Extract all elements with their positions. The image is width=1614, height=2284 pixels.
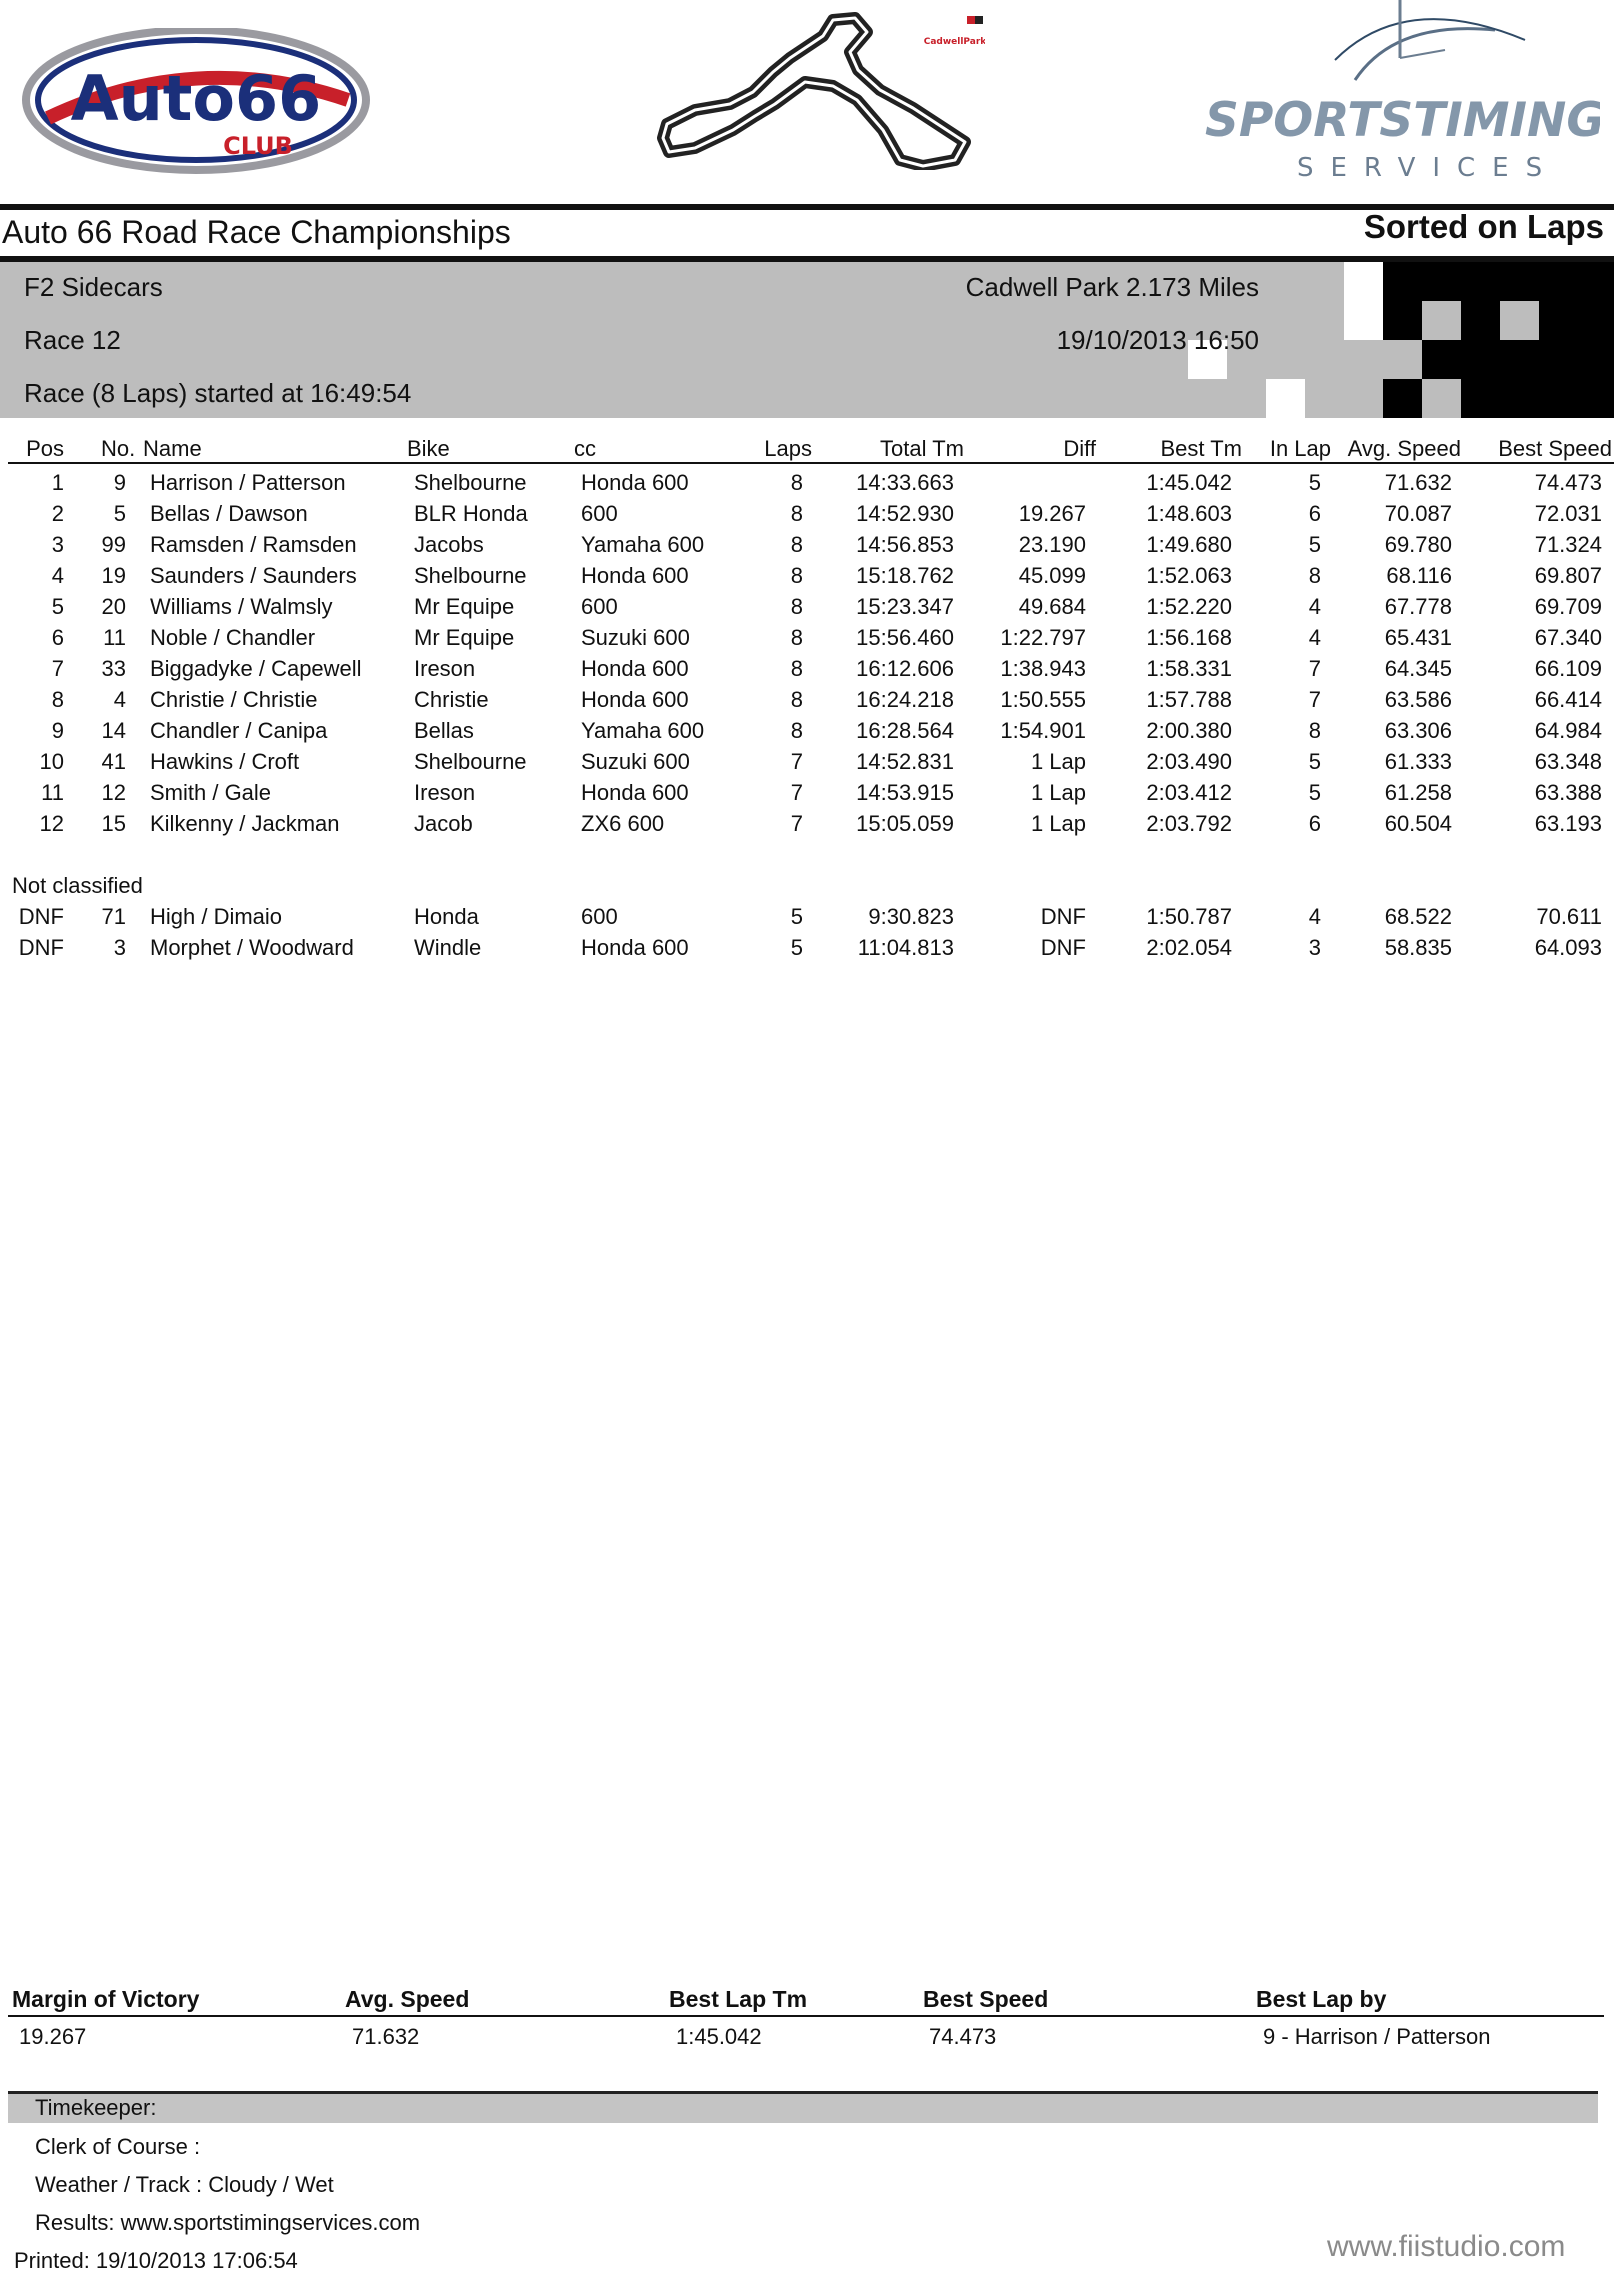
cell-best-speed: 64.093: [1534, 935, 1602, 960]
cell-in-lap: 4: [1308, 594, 1321, 619]
cell-avg-speed: 61.258: [1384, 780, 1452, 805]
cell-diff: 19.267: [1018, 501, 1086, 526]
cell-riders: Williams / Walmsly: [150, 594, 333, 619]
race-venue: Cadwell Park 2.173 Miles: [965, 272, 1259, 302]
summary-avg-speed: 71.632: [352, 2024, 420, 2049]
weather-track: Weather / Track : Cloudy / Wet: [35, 2172, 334, 2197]
cell-in-lap: 7: [1308, 656, 1321, 681]
cell-number: 20: [101, 594, 126, 619]
cell-total-time: 14:52.831: [856, 749, 954, 774]
cell-bike: Bellas: [414, 718, 474, 743]
cell-diff: DNF: [1040, 935, 1086, 960]
cell-pos: 8: [51, 687, 64, 712]
cell-cc: 600: [581, 501, 618, 526]
cell-best-speed: 69.807: [1534, 563, 1602, 588]
cell-total-time: 15:18.762: [856, 563, 954, 588]
col-header-name: Name: [143, 436, 202, 461]
cell-total-time: 14:33.663: [856, 470, 954, 495]
col-header-avg-speed: Avg. Speed: [1347, 436, 1461, 461]
cell-bike: Mr Equipe: [414, 625, 515, 650]
cell-in-lap: 8: [1308, 718, 1321, 743]
cell-pos: 9: [51, 718, 64, 743]
svg-text:Auto66: Auto66: [70, 62, 322, 135]
cell-pos: 2: [51, 501, 64, 526]
cell-avg-speed: 67.778: [1384, 594, 1452, 619]
col-header-best-speed: Best Speed: [1498, 436, 1612, 461]
cell-diff: 1 Lap: [1030, 749, 1086, 774]
cell-best-time: 1:52.063: [1146, 563, 1232, 588]
table-row: [0, 718, 1614, 749]
cell-bike: Windle: [414, 935, 482, 960]
watermark: www.fiistudio.com: [1327, 2230, 1566, 2263]
summary-best-lap: 1:45.042: [676, 2024, 762, 2049]
cell-laps: 8: [790, 625, 803, 650]
cell-number: 99: [101, 532, 126, 557]
cell-total-time: 14:53.915: [856, 780, 954, 805]
col-header-cc: cc: [574, 436, 596, 461]
cell-laps: 8: [790, 501, 803, 526]
table-row: [0, 687, 1614, 718]
cell-best-speed: 71.324: [1534, 532, 1602, 557]
cell-bike: BLR Honda: [414, 501, 528, 526]
cell-best-time: 1:52.220: [1146, 594, 1232, 619]
table-row: [0, 470, 1614, 501]
cell-riders: Smith / Gale: [150, 780, 272, 805]
cell-total-time: 16:28.564: [856, 718, 954, 743]
timekeeper: Timekeeper:: [35, 2095, 157, 2120]
cell-riders: High / Dimaio: [150, 904, 283, 929]
cell-riders: Noble / Chandler: [150, 625, 316, 650]
cell-cc: Honda 600: [581, 935, 689, 960]
summary-margin: 19.267: [19, 2024, 87, 2049]
summary-header-margin: Margin of Victory: [12, 1986, 200, 2012]
cell-bike: Jacobs: [414, 532, 484, 557]
cell-in-lap: 6: [1308, 811, 1321, 836]
cell-number: 12: [101, 780, 126, 805]
page-title: Auto 66 Road Race Championships: [2, 214, 511, 250]
cell-bike: Jacob: [414, 811, 473, 836]
cell-riders: Morphet / Woodward: [150, 935, 354, 960]
cell-avg-speed: 60.504: [1384, 811, 1452, 836]
cell-avg-speed: 70.087: [1384, 501, 1452, 526]
cell-avg-speed: 61.333: [1384, 749, 1452, 774]
race-datetime: 19/10/2013 16:50: [1056, 325, 1259, 355]
cell-laps: 5: [790, 904, 803, 929]
auto66-club-logo: [18, 28, 378, 188]
cell-total-time: 15:56.460: [856, 625, 954, 650]
table-row: [0, 656, 1614, 687]
table-header-rule: [8, 462, 1614, 464]
cell-best-speed: 74.473: [1534, 470, 1602, 495]
cell-diff: 1:38.943: [1000, 656, 1086, 681]
cell-avg-speed: 68.522: [1384, 904, 1452, 929]
col-header-best-time: Best Tm: [1160, 436, 1242, 461]
cell-best-time: 2:03.792: [1146, 811, 1232, 836]
cell-avg-speed: 64.345: [1384, 656, 1452, 681]
cell-best-speed: 64.984: [1534, 718, 1602, 743]
cell-diff: 1:22.797: [1000, 625, 1086, 650]
cell-diff: 45.099: [1018, 563, 1086, 588]
cell-cc: Honda 600: [581, 563, 689, 588]
race-start: Race (8 Laps) started at 16:49:54: [24, 378, 412, 408]
cell-best-speed: 72.031: [1534, 501, 1602, 526]
cell-laps: 8: [790, 687, 803, 712]
cell-number: 41: [101, 749, 126, 774]
cell-diff: 1:50.555: [1000, 687, 1086, 712]
svg-text:CadwellPark: CadwellPark: [923, 37, 985, 47]
table-row: [0, 563, 1614, 594]
not-classified-label: Not classified: [12, 873, 143, 898]
cell-riders: Christie / Christie: [150, 687, 318, 712]
cell-bike: Shelbourne: [414, 470, 527, 495]
sportstiming-services-logo: [1195, 0, 1600, 190]
cell-best-speed: 63.348: [1534, 749, 1602, 774]
cell-in-lap: 5: [1308, 470, 1321, 495]
col-header-pos: Pos: [26, 436, 64, 461]
results-url: Results: www.sportstimingservices.com: [35, 2210, 421, 2235]
cell-in-lap: 3: [1308, 935, 1321, 960]
cell-in-lap: 4: [1308, 904, 1321, 929]
table-row: [0, 594, 1614, 625]
cell-number: 11: [103, 625, 126, 650]
cell-number: 19: [101, 563, 126, 588]
race-number: Race 12: [24, 325, 121, 355]
table-row: [0, 625, 1614, 656]
cell-laps: 7: [790, 780, 803, 805]
svg-text:CLUB: CLUB: [223, 132, 293, 160]
cell-total-time: 15:23.347: [856, 594, 954, 619]
cell-best-speed: 69.709: [1534, 594, 1602, 619]
cell-avg-speed: 71.632: [1384, 470, 1452, 495]
cell-cc: Suzuki 600: [581, 749, 690, 774]
cell-avg-speed: 63.306: [1384, 718, 1452, 743]
cell-best-time: 2:03.412: [1146, 780, 1232, 805]
col-header-no: No.: [101, 436, 136, 461]
printed-timestamp: Printed: 19/10/2013 17:06:54: [14, 2248, 298, 2273]
clerk-of-course: Clerk of Course :: [35, 2134, 201, 2159]
cell-riders: Biggadyke / Capewell: [150, 656, 362, 681]
cell-in-lap: 5: [1308, 780, 1321, 805]
cell-diff: 49.684: [1018, 594, 1086, 619]
cell-avg-speed: 65.431: [1384, 625, 1452, 650]
cell-laps: 5: [790, 935, 803, 960]
summary-header-best-lap: Best Lap Tm: [669, 1986, 808, 2012]
cell-riders: Kilkenny / Jackman: [150, 811, 340, 836]
cell-number: 4: [113, 687, 126, 712]
cell-bike: Ireson: [414, 656, 476, 681]
cell-best-time: 1:45.042: [1146, 470, 1232, 495]
cell-pos: 4: [51, 563, 64, 588]
col-header-in-lap: In Lap: [1269, 436, 1331, 461]
cell-cc: Honda 600: [581, 687, 689, 712]
cell-number: 5: [113, 501, 126, 526]
cell-best-speed: 67.340: [1534, 625, 1602, 650]
cell-laps: 8: [790, 563, 803, 588]
cell-cc: 600: [581, 904, 618, 929]
cell-cc: Honda 600: [581, 780, 689, 805]
cell-diff: 1:54.901: [1000, 718, 1086, 743]
summary-best-speed: 74.473: [929, 2024, 997, 2049]
cell-diff: 1 Lap: [1030, 811, 1086, 836]
cell-total-time: 14:52.930: [856, 501, 954, 526]
cell-number: 9: [113, 470, 126, 495]
cell-pos: 7: [51, 656, 64, 681]
cell-total-time: 9:30.823: [868, 904, 954, 929]
cell-laps: 8: [790, 656, 803, 681]
table-row: [0, 904, 1614, 935]
cell-laps: 8: [790, 718, 803, 743]
cell-pos: 10: [39, 749, 64, 774]
cell-avg-speed: 58.835: [1384, 935, 1452, 960]
cell-cc: Suzuki 600: [581, 625, 690, 650]
col-header-total-time: Total Tm: [880, 436, 964, 461]
svg-text:SERVICES: SERVICES: [1297, 153, 1560, 183]
race-class: F2 Sidecars: [24, 272, 163, 302]
col-header-diff: Diff: [1063, 436, 1096, 461]
footer-band: [8, 2091, 1598, 2123]
cell-in-lap: 8: [1308, 563, 1321, 588]
cell-cc: Yamaha 600: [581, 532, 705, 557]
cell-in-lap: 7: [1308, 687, 1321, 712]
cell-best-speed: 63.388: [1534, 780, 1602, 805]
table-row: [0, 501, 1614, 532]
cell-riders: Hawkins / Croft: [150, 749, 300, 774]
cell-best-time: 1:58.331: [1146, 656, 1232, 681]
cell-bike: Ireson: [414, 780, 476, 805]
col-header-bike: Bike: [407, 436, 450, 461]
summary-header-avg-speed: Avg. Speed: [345, 1986, 470, 2012]
cell-diff: 23.190: [1018, 532, 1086, 557]
cell-avg-speed: 69.780: [1384, 532, 1452, 557]
table-row: [0, 749, 1614, 780]
cell-cc: Yamaha 600: [581, 718, 705, 743]
table-row: [0, 935, 1614, 966]
cell-riders: Saunders / Saunders: [150, 563, 357, 588]
cell-laps: 7: [790, 811, 803, 836]
cell-pos: 5: [51, 594, 64, 619]
cell-cc: 600: [581, 594, 618, 619]
cell-cc: Honda 600: [581, 470, 689, 495]
cell-number: 15: [101, 811, 126, 836]
table-row: [0, 532, 1614, 563]
summary-best-lap-by: 9 - Harrison / Patterson: [1263, 2024, 1491, 2049]
cell-in-lap: 4: [1308, 625, 1321, 650]
cell-best-time: 1:56.168: [1146, 625, 1232, 650]
cell-bike: Shelbourne: [414, 749, 527, 774]
cell-number: 71: [101, 904, 126, 929]
cell-avg-speed: 68.116: [1386, 563, 1452, 588]
cell-best-speed: 63.193: [1534, 811, 1602, 836]
cell-riders: Ramsden / Ramsden: [150, 532, 357, 557]
cell-pos: 12: [39, 811, 64, 836]
cell-riders: Harrison / Patterson: [150, 470, 346, 495]
cadwell-park-track-logo: [655, 10, 985, 170]
cell-best-time: 1:48.603: [1146, 501, 1232, 526]
cell-total-time: 11:04.813: [857, 935, 954, 960]
cell-total-time: 14:56.853: [856, 532, 954, 557]
cell-cc: Honda 600: [581, 656, 689, 681]
cell-number: 3: [113, 935, 126, 960]
cell-number: 14: [101, 718, 126, 743]
summary-rule: [8, 2015, 1604, 2017]
cell-best-speed: 70.611: [1536, 904, 1602, 929]
summary-header-best-lap-by: Best Lap by: [1256, 1986, 1387, 2012]
cell-best-time: 1:49.680: [1146, 532, 1232, 557]
cell-in-lap: 5: [1308, 532, 1321, 557]
cell-pos: DNF: [18, 904, 64, 929]
cell-laps: 8: [790, 594, 803, 619]
cell-bike: Honda: [414, 904, 479, 929]
cell-bike: Shelbourne: [414, 563, 527, 588]
cell-total-time: 16:12.606: [856, 656, 954, 681]
cell-number: 33: [101, 656, 126, 681]
cell-cc: ZX6 600: [581, 811, 665, 836]
svg-text:SPORTSTIMING: SPORTSTIMING: [1205, 93, 1600, 148]
cell-pos: 3: [51, 532, 64, 557]
cell-pos: 1: [51, 470, 64, 495]
summary-header-best-speed: Best Speed: [923, 1986, 1049, 2012]
cell-laps: 8: [790, 532, 803, 557]
cell-bike: Mr Equipe: [414, 594, 515, 619]
cell-best-time: 2:00.380: [1146, 718, 1232, 743]
cell-bike: Christie: [414, 687, 489, 712]
cell-best-time: 2:03.490: [1146, 749, 1232, 774]
table-row: [0, 811, 1614, 842]
cell-pos: 6: [51, 625, 64, 650]
cell-best-time: 2:02.054: [1146, 935, 1232, 960]
cell-pos: 11: [41, 780, 64, 805]
cell-laps: 7: [790, 749, 803, 774]
cell-total-time: 15:05.059: [856, 811, 954, 836]
cell-in-lap: 6: [1308, 501, 1321, 526]
cell-best-speed: 66.414: [1534, 687, 1602, 712]
cell-in-lap: 5: [1308, 749, 1321, 774]
cell-laps: 8: [790, 470, 803, 495]
cell-avg-speed: 63.586: [1384, 687, 1452, 712]
cell-diff: DNF: [1040, 904, 1086, 929]
sort-label: Sorted on Laps: [1363, 208, 1604, 245]
cell-total-time: 16:24.218: [856, 687, 954, 712]
cell-best-time: 1:57.788: [1146, 687, 1232, 712]
cell-diff: 1 Lap: [1030, 780, 1086, 805]
cell-riders: Bellas / Dawson: [150, 501, 308, 526]
cell-riders: Chandler / Canipa: [150, 718, 328, 743]
cell-pos: DNF: [18, 935, 64, 960]
cell-best-time: 1:50.787: [1146, 904, 1232, 929]
cell-best-speed: 66.109: [1534, 656, 1602, 681]
table-row: [0, 780, 1614, 811]
col-header-laps: Laps: [764, 436, 812, 461]
